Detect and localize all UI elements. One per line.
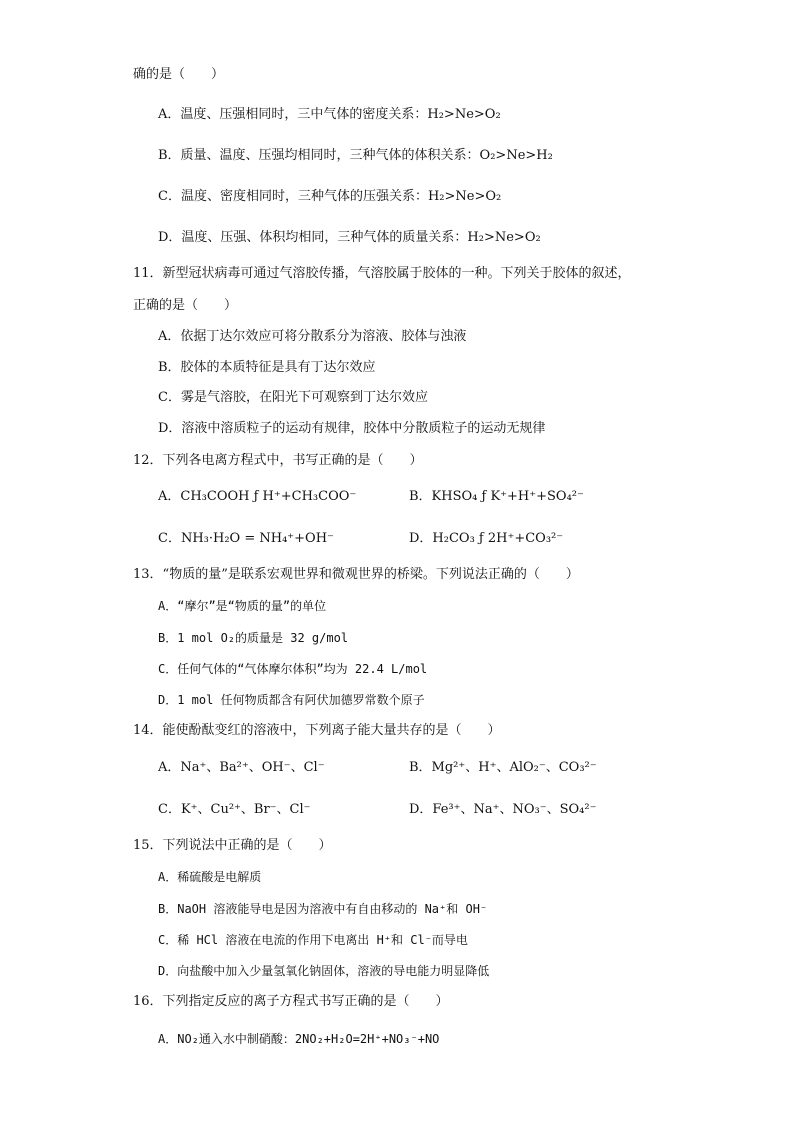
- q12-option-c: C．NH₃·H₂O = NH₄⁺+OH⁻: [158, 531, 334, 546]
- q14-option-c: C．K⁺、Cu²⁺、Br⁻、Cl⁻: [158, 802, 311, 817]
- q10-option-b: B．质量、温度、压强均相同时，三种气体的体积关系：O₂>Ne>H₂: [158, 148, 553, 163]
- q11-option-c: C．雾是气溶胶，在阳光下可观察到丁达尔效应: [158, 390, 428, 405]
- q10-option-d: D．温度、压强、体积均相同，三种气体的质量关系：H₂>Ne>O₂: [158, 230, 541, 245]
- q11-option-a: A．依据丁达尔效应可将分散系分为溶液、胶体与浊液: [158, 329, 467, 344]
- q15-option-a: A．稀硫酸是电解质: [158, 870, 262, 884]
- q11-option-d: D．溶液中溶质粒子的运动有规律，胶体中分散质粒子的运动无规律: [158, 421, 546, 436]
- q15-option-d: D．向盐酸中加入少量氢氧化钠固体，溶液的导电能力明显降低: [158, 964, 490, 978]
- q10-option-c: C．温度、密度相同时，三种气体的压强关系：H₂>Ne>O₂: [158, 189, 502, 204]
- q13-option-b: B．1 mol O₂的质量是 32 g/mol: [158, 631, 349, 645]
- q12-option-d: D．H₂CO₃ ƒ 2H⁺+CO₃²⁻: [409, 531, 564, 546]
- q13-stem: 13．“物质的量”是联系宏观世界和微观世界的桥梁。下列说法正确的（ ）: [133, 567, 579, 582]
- q11-option-b: B．胶体的本质特征是具有丁达尔效应: [158, 360, 376, 375]
- q14-stem: 14．能使酚酞变红的溶液中，下列离子能大量共存的是（ ）: [133, 723, 501, 738]
- q15-stem: 15．下列说法中正确的是（ ）: [133, 838, 332, 853]
- q16-option-a: A．NO₂通入水中制硝酸：2NO₂+H₂O=2H⁺+NO₃⁻+NO: [158, 1032, 440, 1046]
- q11-stem-line1: 11．新型冠状病毒可通过气溶胶传播，气溶胶属于胶体的一种。下列关于胶体的叙述，: [133, 266, 631, 281]
- q13-option-c: C．任何气体的“气体摩尔体积”均为 22.4 L/mol: [158, 662, 428, 676]
- q11-stem-line2: 正确的是（ ）: [133, 298, 238, 313]
- q12-option-b: B．KHSO₄ ƒ K⁺+H⁺+SO₄²⁻: [409, 489, 584, 504]
- q14-option-b: B．Mg²⁺、H⁺、AlO₂⁻、CO₃²⁻: [409, 760, 597, 775]
- q13-option-a: A．“摩尔”是“物质的量”的单位: [158, 599, 327, 613]
- q15-option-c: C．稀 HCl 溶液在电流的作用下电离出 H⁺和 Cl⁻而导电: [158, 933, 468, 947]
- q12-option-a: A．CH₃COOH ƒ H⁺+CH₃COO⁻: [158, 489, 357, 504]
- q15-option-b: B．NaOH 溶液能导电是因为溶液中有自由移动的 Na⁺和 OH⁻: [158, 902, 488, 916]
- q13-option-d: D．1 mol 任何物质都含有阿伏加德罗常数个原子: [158, 693, 425, 707]
- q14-option-d: D．Fe³⁺、Na⁺、NO₃⁻、SO₄²⁻: [409, 802, 597, 817]
- q12-stem: 12．下列各电离方程式中，书写正确的是（ ）: [133, 453, 423, 468]
- q16-stem: 16．下列指定反应的离子方程式书写正确的是（ ）: [133, 994, 449, 1009]
- q10-option-a: A．温度、压强相同时，三中气体的密度关系：H₂>Ne>O₂: [158, 107, 501, 122]
- q14-option-a: A．Na⁺、Ba²⁺、OH⁻、Cl⁻: [158, 760, 325, 775]
- q10-stem-tail: 确的是（ ）: [133, 67, 225, 82]
